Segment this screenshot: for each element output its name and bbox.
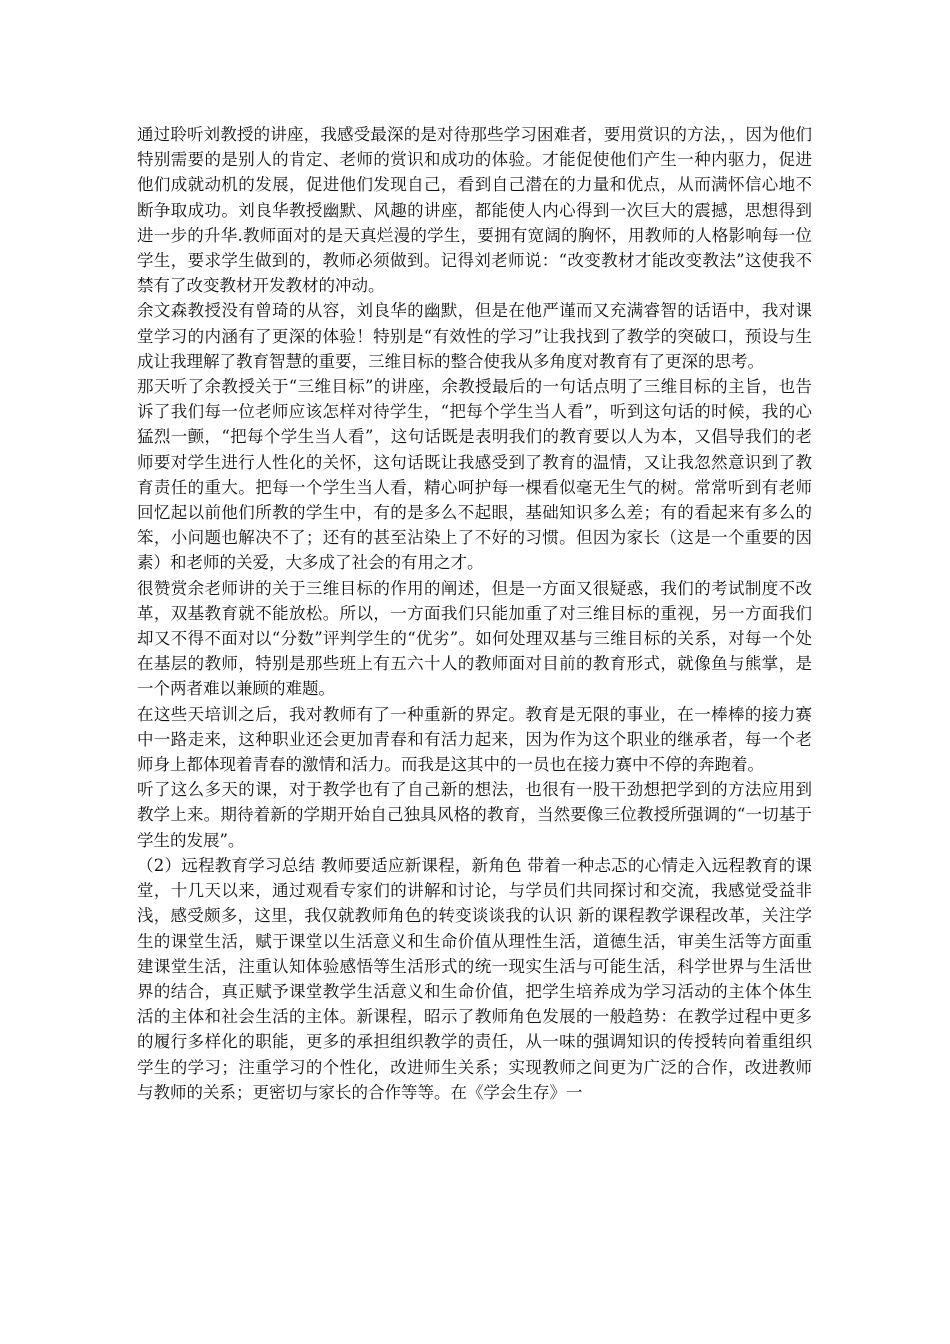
paragraph-yu-lecture: 余文森教授没有曾琦的从容，刘良华的幽默，但是在他严谨而又充满睿智的话语中，我对课堂学习的内涵有了更深的体验！特别是“有效性的学习”让我找到了教学的突破口，预设与生成让我理解了教育智慧的重要，三维目标的整合使我从多角度对教育有了更深的思考。 [137, 301, 812, 371]
document-body [137, 122, 812, 1105]
paragraph-exam-system: 很赞赏余老师讲的关于三维目标的作用的阐述，但是一方面又很疑惑，我们的考试制度不改革，双基教育就不能放松。所以，一方面我们只能加重了对三维目标的重视，另一方面我们却又不得不面对以“分数”评判学生的“优劣”。如何处理双基与三维目标的关系，对每一个处在基层的教师，特别是那些班上有五六十人的教师面对目前的教育形式，就像鱼与熊掌，是一个两者难以兼顾的难题。 [137, 578, 812, 699]
paragraph-new-ideas: 听了这么多天的课，对于教学也有了自己新的想法，也很有一股干劲想把学到的方法应用到教学上来。期待着新的学期开始自己独具风格的教育，当然要像三位教授所强调的“一切基于学生的发展”。 [137, 780, 812, 850]
paragraph-remote-education-summary: （2）远程教育学习总结 教师要适应新课程，新角色 带着一种忐忑的心情走入远程教育的课堂，十几天以来，通过观看专家们的讲解和讨论，与学员们共同探讨和交流，我感觉受益非浅，感受颇多，这里，我仅就教师角色的转变谈谈我的认识 新的课程教学课程改革，关注学生的课堂生活，赋于课堂以生活意义和生命价值从理性生活，道德生活，审美生活等方面重建课堂生活，注重认知体验感悟等生活形式的统一现实生活与可能生活，科学世界与生活世界的结合，真正赋予课堂教学生活意义和生命价值，把学生培养成为学习活动的主体个体生活的主体和社会生活的主体。新课程，昭示了教师角色发展的一般趋势：在教学过程中更多的履行多样化的职能，更多的承担组织教学的责任，从一味的强调知识的传授转向着重组织学生的学习；注重学习的个性化，改进师生关系；实现教师之间更为广泛的合作，改进教师与教师的关系；更密切与家长的合作等等。在《学会生存》一 [137, 855, 812, 1102]
paragraph-liu-lecture: 通过聆听刘教授的讲座，我感受最深的是对待那些学习困难者，要用赏识的方法，，因为他们特别需要的是别人的肯定、老师的赏识和成功的体验。才能促使他们产生一种内驱力，促进他们成就动机的发展，促进他们发现自己，看到自己潜在的力量和优点，从而满怀信心地不断争取成功。刘良华教授幽默、风趣的讲座，都能使人内心得到一次巨大的震撼，思想得到进一步的升华.教师面对的是天真烂漫的学生，要拥有宽阔的胸怀，用教师的人格影响每一位学生，要求学生做到的，教师必须做到。记得刘老师说：“改变教材才能改变教法”这使我不禁有了改变教材开发教材的冲动。 [137, 125, 812, 296]
paragraph-three-dimensional-goals: 那天听了余教授关于“三维目标”的讲座，余教授最后的一句话点明了三维目标的主旨，也告诉了我们每一位老师应该怎样对待学生，“把每个学生当人看”，听到这句话的时候，我的心猛烈一颤，“把每个学生当人看”，这句话既是表明我们的教育要以人为本，又倡导我们的老师要对学生进行人性化的关怀，这句话既让我感受到了教育的温情，又让我忽然意识到了教育责任的重大。把每一个学生当人看，精心呵护每一棵看似毫无生气的树。常常听到有老师回忆起以前他们所教的学生中，有的是多么不起眼，基础知识多么差；有的看起来有多么的笨，小问题也解决不了；还有的甚至沾染上了不好的习惯。但因为家长（这是一个重要的因素）和老师的关爱，大多成了社会的有用之才。 [137, 377, 812, 573]
paragraph-teacher-definition: 在这些天培训之后，我对教师有了一种重新的界定。教育是无限的事业，在一棒棒的接力赛中一路走来，这种职业还会更加青春和有活力起来，因为作为这个职业的继承者，每一个老师身上都体现着青春的激情和活力。而我是这其中的一员也在接力赛中不停的奔跑着。 [137, 704, 812, 775]
